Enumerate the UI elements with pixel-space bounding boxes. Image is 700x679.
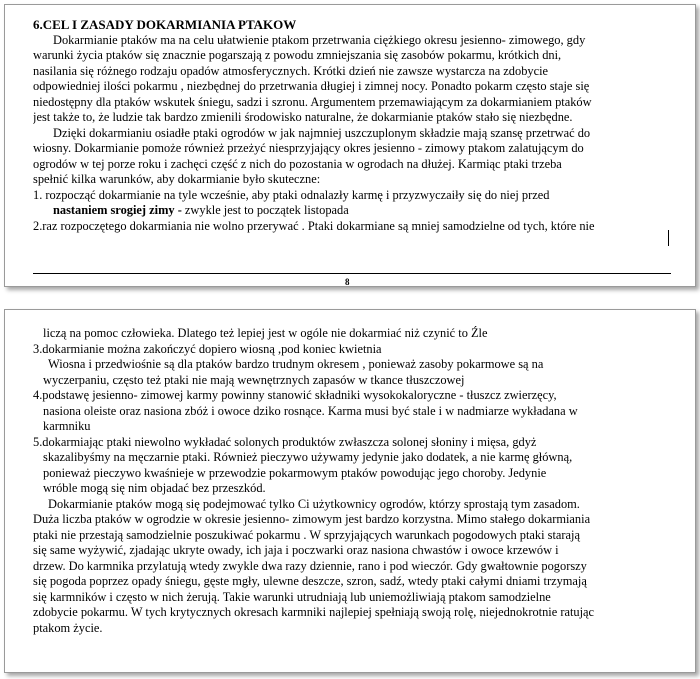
text-line: ptakom życie.: [33, 620, 103, 635]
text-line: spełnić kilka warunków, aby dokarmianie było skuteczne:: [33, 172, 321, 186]
text-line: ptaki nie przestają samodzielnie poszukiwać pokarmu . W sprzyjających warunkach pogodowych ptaki starają: [33, 527, 580, 542]
text-line: Dzięki dokarmianiu osiadłe ptaki ogrodów w jak najmniej uszczuplonym składzie mają szansę przetrwać do: [53, 125, 591, 140]
page-number: 8: [345, 277, 350, 287]
text-line: skazalibyśmy na męczarnie ptaki. Również pieczywo używamy jedynie jako dodatek, a nie karmę główną,: [43, 450, 573, 464]
text-line: Duża liczba ptaków w ogrodzie w okresie jesienno- zimowym jest bardzo korzystna. Mimo stałego dokarmiania: [33, 512, 591, 526]
text-line: jest także to, że ludzie tak bardzo zmienili środowisko naturalne, że dokarmianie ptaków stało się niezbędne.: [33, 110, 573, 124]
list-item-5: 5.dokarmiając ptaki niewolno wykładać solonych produktów zwłaszcza solonej słoniny i mięsa, gdyż: [33, 434, 537, 449]
list-item-4: 4.podstawę jesienno- zimowej karmy powinny stanowić składniki wysokokaloryczne - tłuszcz zwierzęcy,: [33, 388, 557, 402]
list-item-3: 3.dokarmianie można zakończyć dopiero wiosną ,pod koniec kwietnia: [33, 341, 382, 356]
text-line: Wiosna i przedwiośnie są dla ptaków bardzo trudnym okresem , ponieważ zasoby pokarmowe są na: [48, 357, 544, 371]
text-line: wyczerpaniu, często też ptaki nie mają wewnętrznych zapasów w tkance tłuszczowej: [43, 372, 465, 387]
text-line: liczą na pomoc człowieka. Dlatego też lepiej jest w ogóle nie dokarmiać niż czynić to Źle: [43, 326, 488, 340]
bold-phrase: nastaniem srogiej zimy -: [53, 203, 182, 217]
list-item-1-continuation: [33, 203, 673, 219]
text-line: nasiona oleiste oraz nasiona zbóż i owoce dziko rosnące. Karma musi być stale i w nadmiarze wykładana w: [43, 403, 578, 418]
page-1-body: [33, 17, 673, 234]
text-line: Dokarmianie ptaków mogą się podejmować tylko Ci użytkownicy ogrodów, którzy sprostają tym zasadom.: [48, 496, 580, 511]
text-line: się same wyżywić, zjadając ukryte owady, ich jaja i poczwarki oraz nasiona chwastów i owoce krzewów i: [33, 543, 559, 557]
footer-rule: [33, 273, 671, 274]
text-cursor: [668, 230, 669, 246]
text-line: niedostępny dla ptaków wskutek śniegu, sadzi i szronu. Argumentem przemawiającym za dokarmianiem ptaków: [33, 94, 592, 109]
page-2-body: [33, 326, 673, 636]
text-line: wiosny. Dokarmianie pomoże również przeżyć niesprzyjający okres jesienno - zimowy ptakom zalatującym do: [33, 141, 584, 155]
text-line: drzew. Do karmnika przylatują wtedy zwykle dwa razy dziennie, rano i pod wieczór. Gdy gwałtownie pogorszy: [33, 558, 587, 573]
text-line: wróble mogą się nim objadać bez przeszkód.: [43, 481, 266, 495]
text-line: się pogoda poprzez opady śniegu, gęste mgły, ulewne deszcze, szron, sadź, wtedy ptaki całymi dniami trzymają: [33, 574, 587, 588]
text-line: zdobycie pokarmu. W tych krytycznych okresach karmniki najlepiej spełniają swoją rolę, niejednokrotnie ratując: [33, 605, 595, 619]
section-heading: 6.CEL I ZASADY DOKARMIANIA PTAKOW: [33, 17, 297, 32]
text-line: Dokarmianie ptaków ma na celu ułatwienie ptakom przetrwania ciężkiego okresu jesienno- zimowego, gdy: [53, 32, 586, 47]
text-fragment: zwykle jest to początek listopada: [181, 203, 349, 217]
text-line: ogrodów w tej porze roku i zachęci część z nich do pozostania w ogrodach na dłużej. Karmiąc ptaki trzeba: [33, 156, 562, 171]
text-line: ponieważ pieczywo kwaśnieje w przewodzie pokarmowym ptaków powodując jego choroby. Jedynie: [43, 465, 547, 480]
text-line: się karmników i często w nich żerują. Takie warunki utrudniają lub uniemożliwiają ptakom samodzielne: [33, 589, 551, 604]
list-item-1: 1. rozpocząć dokarmianie na tyle wcześnie, aby ptaki odnalazły karmę i przyzwyczaiły się do niej przed: [33, 187, 550, 202]
text-line: nasilania się różnego rodzaju opadów atmosferycznych. Krótki dzień nie zawsze wystarcza na zdobycie: [33, 63, 549, 78]
document-page-1: [4, 4, 696, 287]
list-item-2: 2.raz rozpoczętego dokarmiania nie wolno przerywać . Ptaki dokarmiane są mniej samodzielne od tych, które nie: [33, 218, 595, 233]
text-line: odpowiedniej ilości pokarmu , niezbędnej do przetrwania długiej i zimnej nocy. Ponadto pokarm często staje się: [33, 79, 590, 93]
document-page-2: [4, 309, 696, 673]
text-line: warunki życia ptaków się znacznie pogarszają z powodu zmniejszania się zasobów pokarmu, krótkich dni,: [33, 48, 562, 62]
text-line: karmniku: [43, 419, 91, 433]
